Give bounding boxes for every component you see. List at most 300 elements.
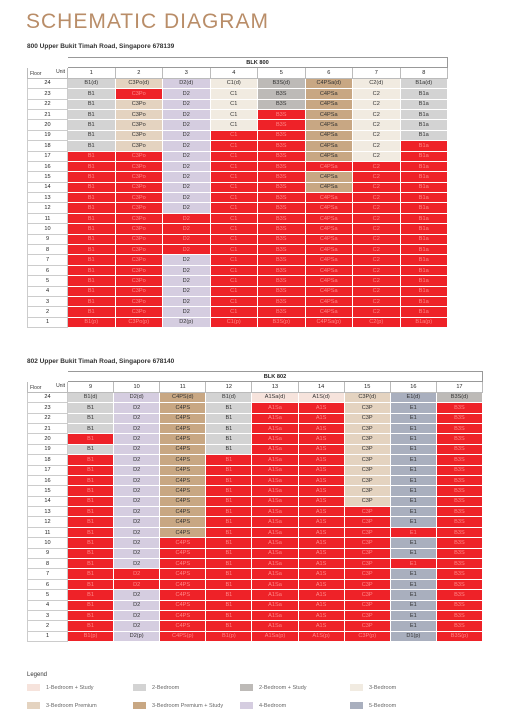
unit-cell: D2 (114, 610, 160, 620)
unit-cell-sold: A1S (298, 496, 344, 506)
unit-cell-sold: C3Po (115, 296, 163, 306)
unit-cell: B1 (206, 434, 252, 444)
unit-cell-sold: B1a (400, 172, 448, 182)
unit-cell-sold: C2 (353, 224, 401, 234)
unit-cell: A1S(d) (298, 392, 344, 402)
unit-header: 2 (115, 68, 163, 78)
unit-cell: C3Po(d) (115, 78, 163, 88)
unit-cell-sold: C1 (210, 182, 258, 192)
unit-cell-sold: A1S (298, 590, 344, 600)
unit-cell-sold: B1 (206, 559, 252, 569)
floor-number: 7 (28, 255, 68, 265)
unit-cell-sold: C4PS (160, 621, 206, 631)
unit-cell: B1a (400, 120, 448, 130)
legend-label: 4-Bedroom (259, 702, 287, 709)
unit-cell: D2 (114, 538, 160, 548)
unit-cell: C2 (353, 109, 401, 119)
unit-cell-sold: B1 (68, 151, 116, 161)
unit-cell: C2 (353, 89, 401, 99)
unit-cell-sold: C4PSa (305, 245, 353, 255)
floor-number: 16 (28, 475, 68, 485)
unit-cell: D2 (114, 455, 160, 465)
unit-cell: E1 (390, 403, 436, 413)
unit-cell: E1 (390, 548, 436, 558)
unit-cell-sold: C3Po (115, 307, 163, 317)
unit-cell-sold: B1a(p) (400, 317, 448, 327)
unit-cell-sold: C1 (210, 265, 258, 275)
unit-cell: B1 (68, 109, 116, 119)
unit-cell-sold: C3P (344, 610, 390, 620)
unit-cell-sold: A1Sa (252, 559, 298, 569)
unit-cell: C4PS (160, 475, 206, 485)
unit-cell: D2 (163, 161, 211, 171)
unit-cell: C3Po (115, 141, 163, 151)
unit-cell-sold: A1Sa (252, 465, 298, 475)
unit-cell-sold: B3S(p) (436, 631, 482, 641)
unit-cell: D2 (163, 130, 211, 140)
unit-cell-sold: C4PSa (305, 213, 353, 223)
unit-cell: C3P (344, 465, 390, 475)
unit-cell-sold: B3S (436, 475, 482, 485)
unit-cell-sold: B1a (400, 141, 448, 151)
unit-cell-sold: B3S (258, 182, 306, 192)
floor-row (28, 296, 448, 306)
unit-cell-sold: D2 (114, 569, 160, 579)
unit-cell: B3S(d) (258, 78, 306, 88)
floor-number: 8 (28, 245, 68, 255)
floor-row (28, 392, 483, 402)
unit-cell: C2(d) (353, 78, 401, 88)
unit-cell: C4PS (160, 413, 206, 423)
unit-cell-sold: B1 (68, 203, 116, 213)
unit-cell-sold: C3Po (115, 151, 163, 161)
unit-cell-sold: B3S (436, 559, 482, 569)
floor-row (28, 496, 483, 506)
unit-cell: C1(d) (210, 78, 258, 88)
unit-cell: C3P (344, 444, 390, 454)
unit-cell-sold: A1Sa (252, 413, 298, 423)
unit-cell-sold: C3Po (115, 265, 163, 275)
floor-number: 1 (28, 631, 68, 641)
unit-cell: C3Po (115, 120, 163, 130)
unit-cell: C1 (210, 120, 258, 130)
unit-cell: E1 (390, 579, 436, 589)
floor-unit-corner (28, 68, 68, 78)
floor-number: 17 (28, 151, 68, 161)
unit-cell: B1 (68, 120, 116, 130)
unit-cell-sold: C1 (210, 161, 258, 171)
unit-cell-sold: B1a (400, 265, 448, 275)
unit-cell-sold: B1a (400, 161, 448, 171)
unit-cell: C4PSa (305, 141, 353, 151)
unit-cell-sold: B3S (436, 517, 482, 527)
legend-swatch (350, 702, 363, 709)
floor-number: 18 (28, 141, 68, 151)
unit-cell: C2 (353, 99, 401, 109)
unit-cell-sold: A1Sa (252, 610, 298, 620)
unit-cell-sold: C1 (210, 151, 258, 161)
unit-cell: D2 (114, 496, 160, 506)
unit-cell-sold: C3Po (115, 89, 163, 99)
unit-header: 15 (344, 382, 390, 392)
unit-cell: C4PSa (305, 182, 353, 192)
legend-swatch (133, 702, 146, 709)
legend-label: 2-Bedroom (152, 684, 180, 691)
unit-cell: C4PSa (305, 120, 353, 130)
unit-cell: C3Po (115, 109, 163, 119)
unit-cell-sold: B3S (258, 172, 306, 182)
floor-row (28, 590, 483, 600)
unit-cell: B1a(d) (400, 78, 448, 88)
unit-cell-sold: B1a (400, 255, 448, 265)
unit-cell: B1 (68, 130, 116, 140)
unit-cell-sold: A1S (298, 579, 344, 589)
unit-cell-sold: C1 (210, 255, 258, 265)
unit-cell-sold: C4PSa (305, 296, 353, 306)
block-802-address: 802 Upper Bukit Timah Road, Singapore 678140 (27, 358, 175, 365)
unit-cell-sold: C3P (344, 548, 390, 558)
unit-cell: D2 (163, 276, 211, 286)
unit-cell: B1a (400, 89, 448, 99)
unit-cell: B1(d) (68, 78, 116, 88)
unit-cell-sold: C4PS (160, 579, 206, 589)
floor-row (28, 444, 483, 454)
unit-cell-sold: B1 (68, 569, 114, 579)
unit-cell: C1 (210, 89, 258, 99)
unit-cell: C1 (210, 99, 258, 109)
unit-cell: C3P (344, 486, 390, 496)
unit-cell: B1 (68, 403, 114, 413)
unit-cell: E1 (390, 423, 436, 433)
unit-cell-sold: B3S (436, 579, 482, 589)
unit-cell-sold: B1a (400, 276, 448, 286)
unit-cell-sold: B3S (258, 255, 306, 265)
unit-header: 12 (206, 382, 252, 392)
floor-number: 17 (28, 465, 68, 475)
unit-cell-sold: C2 (353, 245, 401, 255)
unit-cell-sold: C3Po (115, 255, 163, 265)
unit-cell: D2(p) (114, 631, 160, 641)
legend-title: Legend (27, 672, 48, 678)
unit-cell-sold: B1 (206, 579, 252, 589)
unit-cell-sold: C4PS (160, 548, 206, 558)
legend-swatch (240, 702, 253, 709)
floor-number: 19 (28, 130, 68, 140)
unit-cell: D2 (163, 286, 211, 296)
floor-row (28, 455, 483, 465)
unit-cell-sold: C3Po (115, 182, 163, 192)
unit-cell-sold: B3S (258, 120, 306, 130)
unit-cell-sold: C1 (210, 296, 258, 306)
unit-cell: C3P (344, 475, 390, 485)
unit-cell: C4PS (160, 496, 206, 506)
unit-cell-sold: C4PSa (305, 193, 353, 203)
floor-number: 21 (28, 109, 68, 119)
unit-cell-sold: C4PSa (305, 203, 353, 213)
unit-cell-sold: A1Sa (252, 496, 298, 506)
unit-cell-sold: B3S (436, 465, 482, 475)
unit-cell-sold: C1 (210, 224, 258, 234)
floor-unit-corner (28, 382, 68, 392)
unit-cell-sold: B1 (206, 621, 252, 631)
unit-cell-sold: B1 (68, 621, 114, 631)
unit-cell-sold: A1S (298, 610, 344, 620)
unit-cell: C4PS (160, 465, 206, 475)
floor-row (28, 224, 448, 234)
unit-cell-sold: B1 (68, 307, 116, 317)
unit-cell-sold: C1 (210, 234, 258, 244)
floor-number: 6 (28, 265, 68, 275)
unit-cell-sold: C3P (344, 590, 390, 600)
unit-cell-sold: C4PS (160, 610, 206, 620)
floor-number: 19 (28, 444, 68, 454)
unit-cell-sold: B1 (68, 610, 114, 620)
unit-cell: E1 (390, 434, 436, 444)
unit-cell: E1 (390, 538, 436, 548)
unit-cell-sold: B1 (68, 161, 116, 171)
unit-header: 16 (390, 382, 436, 392)
floor-number: 13 (28, 193, 68, 203)
unit-cell-sold: B3S (436, 600, 482, 610)
floor-number: 8 (28, 559, 68, 569)
unit-cell-sold: C1 (210, 245, 258, 255)
unit-cell-sold: C1 (210, 276, 258, 286)
unit-cell-sold: B1(p) (68, 631, 114, 641)
unit-cell-sold: B1 (68, 507, 114, 517)
unit-cell-sold: B1 (206, 610, 252, 620)
unit-cell-sold: A1Sa (252, 527, 298, 537)
floor-row (28, 538, 483, 548)
unit-cell: D2 (114, 559, 160, 569)
unit-cell-sold: C4PSa (305, 161, 353, 171)
unit-cell-sold: C4PS (160, 600, 206, 610)
unit-cell-sold: C2 (353, 265, 401, 275)
floor-row (28, 621, 483, 631)
unit-cell-sold: B1 (68, 579, 114, 589)
unit-cell: D2 (163, 255, 211, 265)
floor-number: 4 (28, 286, 68, 296)
floor-row (28, 465, 483, 475)
floor-number: 24 (28, 392, 68, 402)
floor-row (28, 193, 448, 203)
floor-row (28, 423, 483, 433)
unit-cell: C3P (344, 455, 390, 465)
unit-cell-sold: C4PS (160, 559, 206, 569)
unit-header: 8 (400, 68, 448, 78)
legend-swatch (240, 684, 253, 691)
unit-cell-sold: C2 (353, 182, 401, 192)
unit-cell: B1 (68, 141, 116, 151)
unit-cell-sold: C2 (353, 255, 401, 265)
unit-cell-sold: B3S (258, 307, 306, 317)
unit-cell-sold: B3S (436, 548, 482, 558)
unit-cell-sold: B1(p) (68, 317, 116, 327)
floor-number: 2 (28, 621, 68, 631)
unit-cell: C4PS (160, 507, 206, 517)
legend-item (350, 702, 396, 709)
floor-row (28, 130, 448, 140)
unit-cell-sold: B3S(p) (258, 317, 306, 327)
unit-cell-sold: C4PSa(p) (305, 317, 353, 327)
unit-cell: D2 (114, 465, 160, 475)
unit-cell: C2 (353, 141, 401, 151)
unit-cell-sold: B3S (436, 455, 482, 465)
legend-item (350, 684, 396, 691)
unit-cell: C4PS (160, 403, 206, 413)
floor-number: 4 (28, 600, 68, 610)
unit-cell-sold: C2 (353, 234, 401, 244)
unit-cell: E1 (390, 496, 436, 506)
unit-cell-sold: B1 (206, 590, 252, 600)
unit-cell-sold: C1 (210, 141, 258, 151)
unit-cell: D2(d) (114, 392, 160, 402)
unit-cell-sold: A1S(p) (298, 631, 344, 641)
unit-header: 6 (305, 68, 353, 78)
floor-row (28, 276, 448, 286)
unit-cell: D2 (163, 307, 211, 317)
unit-header: 1 (68, 68, 116, 78)
unit-cell: C4PSa (305, 172, 353, 182)
floor-row (28, 434, 483, 444)
legend-item (240, 702, 286, 709)
unit-cell: C1 (210, 109, 258, 119)
unit-cell: E1 (390, 486, 436, 496)
unit-cell: C3P (344, 403, 390, 413)
unit-cell: D2 (114, 507, 160, 517)
block-800-address: 800 Upper Bukit Timah Road, Singapore 678139 (27, 43, 175, 50)
floor-row (28, 89, 448, 99)
blank-cell (28, 372, 68, 382)
unit-cell: C3P (344, 496, 390, 506)
unit-cell-sold: C4PS (160, 569, 206, 579)
unit-header: 5 (258, 68, 306, 78)
unit-cell-sold: B1a (400, 151, 448, 161)
unit-cell: E1 (390, 621, 436, 631)
unit-cell: C3P (344, 423, 390, 433)
unit-cell: C4PS(d) (160, 392, 206, 402)
legend-label: 5-Bedroom (369, 702, 397, 709)
unit-cell: D2 (114, 403, 160, 413)
unit-cell: D2 (163, 172, 211, 182)
unit-cell-sold: C1(p) (210, 317, 258, 327)
unit-cell-sold: A1S (298, 413, 344, 423)
unit-cell-sold: C4PS (160, 538, 206, 548)
floor-number: 7 (28, 569, 68, 579)
unit-cell-sold: A1Sa (252, 621, 298, 631)
unit-cell-sold: D2 (163, 213, 211, 223)
unit-header: 4 (210, 68, 258, 78)
floor-number: 12 (28, 517, 68, 527)
unit-cell-sold: C2 (353, 276, 401, 286)
unit-cell-sold: D2 (114, 579, 160, 589)
floor-row (28, 569, 483, 579)
unit-cell: C4PS (160, 486, 206, 496)
legend-label: 3-Bedroom Premium + Study (152, 702, 224, 709)
unit-cell-sold: C3Po (115, 234, 163, 244)
unit-cell-sold: B3S (436, 538, 482, 548)
unit-cell-sold: B1 (206, 465, 252, 475)
unit-cell-sold: B1a (400, 224, 448, 234)
unit-cell: B1 (206, 423, 252, 433)
unit-cell-sold: A1Sa (252, 455, 298, 465)
legend-swatch (133, 684, 146, 691)
unit-cell: D2 (114, 475, 160, 485)
unit-cell-sold: A1Sa (252, 486, 298, 496)
unit-cell-sold: B3S (258, 286, 306, 296)
unit-cell: D2 (163, 203, 211, 213)
unit-cell: B3S(d) (436, 392, 482, 402)
floor-number: 15 (28, 172, 68, 182)
unit-cell: C3Po (115, 130, 163, 140)
floor-row (28, 559, 483, 569)
unit-cell: D2 (114, 486, 160, 496)
floor-number: 10 (28, 224, 68, 234)
unit-cell-sold: C1 (210, 203, 258, 213)
unit-cell-sold: C3Po (115, 193, 163, 203)
unit-cell-sold: B1 (68, 538, 114, 548)
unit-cell-sold: C3P (344, 600, 390, 610)
unit-cell-sold: A1S (298, 403, 344, 413)
unit-cell: B1 (68, 413, 114, 423)
unit-cell-sold: B1 (68, 486, 114, 496)
floor-number: 18 (28, 455, 68, 465)
floor-row (28, 507, 483, 517)
unit-cell-sold: C2(p) (353, 317, 401, 327)
floor-row (28, 151, 448, 161)
unit-cell: C4PS (160, 455, 206, 465)
unit-cell-sold: C4PSa (305, 276, 353, 286)
floor-number: 9 (28, 234, 68, 244)
legend-item (27, 702, 97, 709)
floor-row (28, 610, 483, 620)
floor-row (28, 172, 448, 182)
unit-cell-sold: B1(p) (206, 631, 252, 641)
floor-number: 5 (28, 590, 68, 600)
floor-row (28, 631, 483, 641)
unit-cell-sold: B1 (206, 569, 252, 579)
unit-cell-sold: B1 (206, 600, 252, 610)
unit-cell-sold: B1a (400, 182, 448, 192)
unit-cell: C4PS (160, 444, 206, 454)
unit-label: Unit (56, 69, 65, 76)
unit-cell-sold: A1Sa (252, 569, 298, 579)
unit-cell-sold: A1Sa (252, 434, 298, 444)
unit-cell-sold: C3P (344, 507, 390, 517)
unit-cell-sold: A1Sa (252, 579, 298, 589)
legend-item (133, 702, 223, 709)
unit-cell-sold: B1 (68, 548, 114, 558)
unit-header: 7 (353, 68, 401, 78)
unit-header: 3 (163, 68, 211, 78)
legend-swatch (350, 684, 363, 691)
unit-cell: D2 (163, 141, 211, 151)
unit-cell: C4PSa (305, 109, 353, 119)
unit-cell: D2 (163, 265, 211, 275)
unit-cell: D2(d) (163, 78, 211, 88)
unit-cell-sold: C2 (353, 286, 401, 296)
unit-cell: B1 (206, 403, 252, 413)
unit-cell: B3S (258, 99, 306, 109)
floor-number: 11 (28, 213, 68, 223)
legend-label: 2-Bedroom + Study (259, 684, 307, 691)
unit-cell-sold: D2 (163, 245, 211, 255)
unit-label: Unit (56, 383, 65, 390)
unit-cell-sold: B1 (68, 517, 114, 527)
unit-cell-sold: B1a (400, 307, 448, 317)
unit-cell-sold: A1S (298, 621, 344, 631)
floor-number: 6 (28, 579, 68, 589)
unit-cell-sold: B1 (68, 527, 114, 537)
